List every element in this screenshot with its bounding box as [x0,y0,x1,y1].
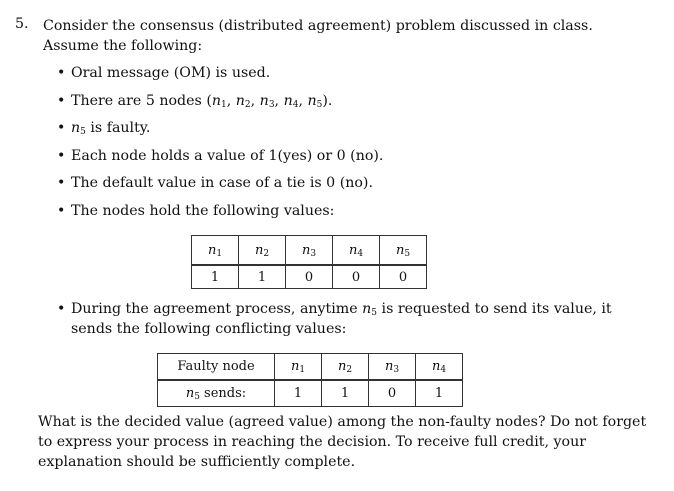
faulty-node-label: Faulty node [158,354,275,381]
question-number: 5. [15,16,29,32]
table-header-row [192,236,427,266]
value-cell: 0 [380,265,427,289]
bullet-icon: • [57,92,66,109]
bullet-oral-message: • Oral message (OM) is used. [57,65,271,81]
header-cell-n5: $n_5$ [380,236,427,266]
assumption-list [57,63,657,229]
value-cell: 0 [333,265,380,289]
header-cell-n3: $n_3$ [369,354,416,381]
header-cell-n1: $n_1$ [275,354,322,381]
value-cell: 1 [416,380,463,407]
bullet-conflicting-values: • During the agreement process, anytime $n_5$ is requested to send its value, it sends the following conflicting values: [57,301,612,337]
header-cell-n3: $n_3$ [286,236,333,266]
header-cell-n4: $n_4$ [333,236,380,266]
table-row [158,380,463,407]
bullet-icon: • [57,147,66,164]
header-cell-n1: $n_1$ [192,236,239,266]
header-cell-n4: $n_4$ [416,354,463,381]
faulty-node-table [157,353,463,407]
value-cell: 0 [369,380,416,407]
bullet-default-value: • The default value in case of a tie is 0 (no). [57,175,373,192]
table-row [192,265,427,289]
value-cell: 1 [275,380,322,407]
header-cell-n2: $n_2$ [239,236,286,266]
bullet-node-values-intro: • The nodes hold the following values: [57,202,335,219]
value-cell: 0 [286,265,333,289]
bullet-icon: • [57,175,66,192]
question-intro: Consider the consensus (distributed agreement) problem discussed in class. Assume the following: [43,18,593,54]
closing-question: What is the decided value (agreed value) among the non-faulty nodes? Do not forget to express your process in reaching the decision. To receive full credit, your explanation should be sufficiently complete. [38,414,647,470]
sends-label: $n_5$ sends: [158,380,275,407]
bullet-node-value: • Each node holds a value of 1(yes) or 0 (no). [57,147,384,164]
bullet-node-count: • There are 5 nodes ($n_1$, $n_2$, $n_3$, $n_4$, $n_5$). [57,92,333,110]
table-header-row [158,354,463,381]
bullet-faulty-node: • $n_5$ is faulty. [57,120,151,138]
header-cell-n2: $n_2$ [322,354,369,381]
node-values-table [191,235,427,289]
bullet-icon: • [57,65,66,81]
value-cell: 1 [322,380,369,407]
value-cell: 1 [192,265,239,289]
bullet-icon: • [57,301,66,317]
bullet-icon: • [57,202,66,219]
value-cell: 1 [239,265,286,289]
bullet-icon: • [57,120,66,137]
